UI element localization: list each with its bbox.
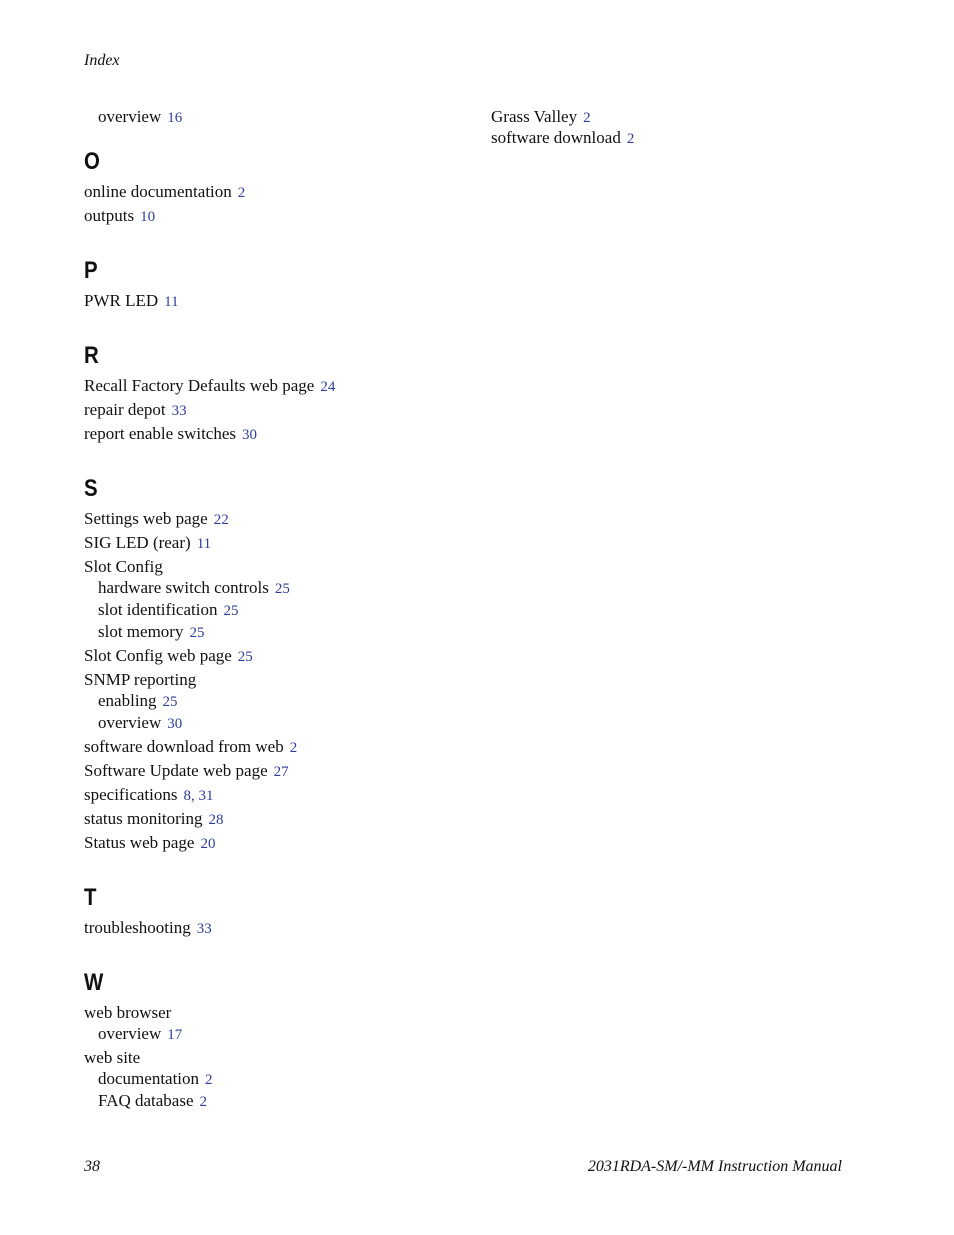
index-section-t (84, 884, 464, 939)
index-entry-outputs (84, 206, 464, 227)
page-link[interactable]: 2 (199, 1094, 208, 1110)
manual-title: 2031RDA-SM/-MM Instruction Manual (587, 1158, 842, 1175)
index-term: Grass Valley (491, 107, 578, 126)
page-link[interactable]: 25 (223, 603, 239, 619)
index-term: online documentation (84, 182, 232, 201)
page-link[interactable]: 11 (164, 294, 179, 310)
page-link[interactable]: 2 (289, 740, 298, 756)
index-subentry-overview (84, 713, 464, 734)
page-number: 38 (84, 1158, 100, 1175)
index-term: status monitoring (84, 809, 203, 828)
index-term: outputs (84, 206, 135, 225)
index-term: overview (98, 1024, 162, 1043)
index-section-r (84, 342, 464, 445)
index-term: slot identification (98, 600, 218, 619)
index-section-o (84, 148, 464, 227)
index-entry-software-download (491, 128, 871, 149)
index-entry-software-download-from-web (84, 737, 464, 758)
index-term: web site (84, 1048, 141, 1067)
index-column-right (491, 107, 871, 149)
index-term: Recall Factory Defaults web page (84, 376, 315, 395)
index-term: Settings web page (84, 509, 208, 528)
section-letter: S (84, 475, 98, 502)
index-entry-specifications (84, 785, 464, 806)
index-term: troubleshooting (84, 918, 191, 937)
index-column-left (84, 107, 464, 1112)
section-letter: P (84, 257, 98, 284)
index-entry-sig-led-rear (84, 533, 464, 554)
section-letter: T (84, 884, 97, 911)
index-term: enabling (98, 691, 157, 710)
index-subentry-enabling (84, 691, 464, 712)
page-link[interactable]: 8 (183, 788, 191, 804)
index-subentry-hardware-switch-controls (84, 578, 464, 599)
index-subentry-faq-database (84, 1091, 464, 1112)
section-letter: W (84, 969, 104, 996)
page-link[interactable]: 31 (198, 788, 214, 804)
index-entry-online-documentation (84, 182, 464, 203)
page-link[interactable]: 11 (196, 536, 212, 552)
index-term: FAQ database (98, 1091, 194, 1110)
index-subentry-overview (84, 1024, 464, 1045)
index-term: repair depot (84, 400, 166, 419)
index-section-w (84, 969, 464, 1112)
index-entry-grass-valley (491, 107, 871, 128)
index-term: documentation (98, 1069, 200, 1088)
index-term: Slot Config web page (84, 646, 232, 665)
index-term: PWR LED (84, 291, 159, 310)
section-letter: R (84, 342, 99, 369)
index-term: SIG LED (rear) (84, 533, 191, 552)
index-entry-slot-config-web-page (84, 646, 464, 667)
page-link[interactable]: 25 (162, 694, 178, 710)
index-entry-slot-config (84, 557, 464, 577)
page-link[interactable]: 20 (200, 836, 216, 852)
index-term: web browser (84, 1003, 172, 1022)
index-term: Status web page (84, 833, 195, 852)
index-subentry-overview (84, 107, 464, 128)
page-link[interactable]: 2 (237, 185, 246, 201)
index-entry-pwr-led (84, 291, 464, 312)
page-link[interactable]: 33 (171, 403, 187, 419)
index-entry-web-browser (84, 1003, 464, 1023)
index-entry-snmp-reporting (84, 670, 464, 690)
index-entry-settings-web-page (84, 509, 464, 530)
page-link[interactable]: 16 (167, 110, 183, 126)
index-entry-status-web-page (84, 833, 464, 854)
page-link[interactable]: 25 (189, 625, 205, 641)
index-entry-repair-depot (84, 400, 464, 421)
page-link[interactable]: 17 (167, 1027, 183, 1043)
index-term: software download from web (84, 737, 284, 756)
index-section-p (84, 257, 464, 312)
page-link[interactable]: 30 (242, 427, 257, 443)
page-link[interactable]: 24 (320, 379, 336, 395)
page-link[interactable]: 27 (273, 764, 289, 780)
page-link[interactable]: 22 (213, 512, 229, 528)
index-section-s (84, 475, 464, 854)
page-link[interactable]: 33 (196, 921, 212, 937)
index-term: hardware switch controls (98, 578, 269, 597)
index-entry-troubleshooting (84, 918, 464, 939)
page-link[interactable]: 2 (626, 131, 635, 147)
index-term: overview (98, 107, 162, 126)
index-term: slot memory (98, 622, 184, 641)
page-link[interactable]: 28 (208, 812, 224, 828)
index-subentry-slot-memory (84, 622, 464, 643)
index-entry-report-enable-switches (84, 424, 464, 445)
running-head: Index (84, 52, 120, 69)
page-link[interactable]: 25 (237, 649, 253, 665)
index-term: SNMP reporting (84, 670, 197, 689)
index-term: software download (491, 128, 621, 147)
index-subentry-slot-identification (84, 600, 464, 621)
page-link[interactable]: 30 (167, 716, 183, 732)
index-term: Slot Config (84, 557, 163, 576)
index-entry-web-site (84, 1048, 464, 1068)
page-link[interactable]: 2 (583, 110, 591, 126)
page-link[interactable]: 25 (274, 581, 290, 597)
index-term: Software Update web page (84, 761, 268, 780)
page-link[interactable]: 2 (205, 1072, 213, 1088)
index-term: overview (98, 713, 162, 732)
page-ref-separator: , (190, 788, 199, 804)
page-link[interactable]: 10 (140, 209, 156, 225)
index-entry-status-monitoring (84, 809, 464, 830)
index-term: specifications (84, 785, 178, 804)
index-subentry-documentation (84, 1069, 464, 1090)
section-letter: O (84, 148, 100, 175)
index-term: report enable switches (84, 424, 236, 443)
index-entry-recall-factory-defaults-web-page (84, 376, 464, 397)
index-entry-software-update-web-page (84, 761, 464, 782)
